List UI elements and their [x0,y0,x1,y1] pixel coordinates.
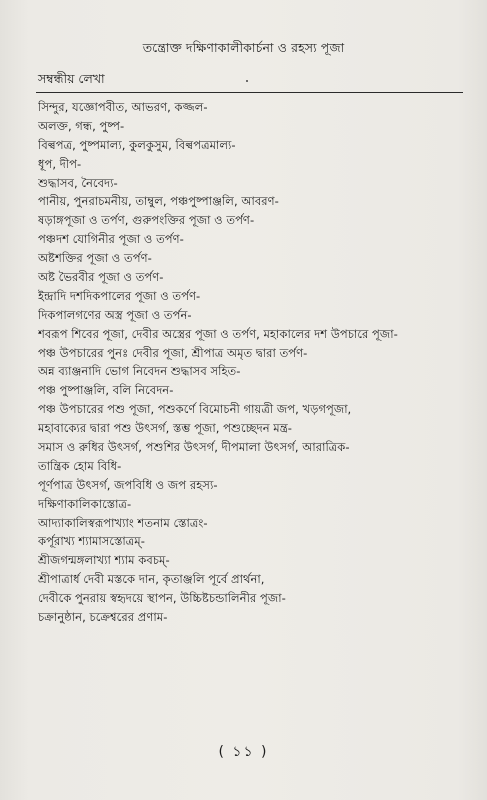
list-item: অষ্টশক্তির পূজা ও তর্পণ- [38,251,152,266]
list-item: দেবীকে পুনরায় স্বহৃদয়ে স্থাপন, উচ্চিষ্টচন্ডালিনীর পূজা- [38,591,286,606]
list-item: পানীয়, পুনরাচমনীয়, তাম্বুল, পঞ্চপুষ্পাঞ্জলি, আবরণ- [38,194,279,209]
list-item: মহাবাক্যের দ্বারা পশু উৎসর্গ, স্তম্ভ পূজা, পশুচ্ছেদন মন্ত্র- [38,421,292,436]
contents-list [38,98,468,627]
list-item: পঞ্চদশ যোগিনীর পূজা ও তর্পণ- [38,232,184,247]
list-item: বিল্বপত্র, পুষ্পমাল্য, কুলকুসুম, বিল্বপত্রমাল্য- [38,137,236,152]
list-item: দক্ষিণাকালিকাস্তোত্র- [38,496,132,511]
list-item: ধূপ, দীপ- [38,156,82,171]
list-item: অন্ন ব্যাঞ্জনাদি ভোগ নিবেদন শুদ্ধাসব সহিত- [38,364,241,379]
list-item: আদ্যাকালিস্বরূপাখ্যাং শতনাম স্তোত্রং- [38,515,208,530]
list-item: শ্রীজগন্মঙ্গলাখ্যা শ্যাম কবচম্- [38,553,170,568]
running-title: তন্ত্রোক্ত দক্ষিণাকালীকার্চনা ও রহস্য পূজা [142,40,345,55]
list-item: পঞ্চ উপচারের পুনঃ দেবীর পূজা, শ্রীপাত্র অমৃত দ্বারা তর্পণ- [38,345,308,360]
section-label: সম্বন্ধীয় লেখা [38,71,105,86]
list-item: শ্রীপাত্রার্ধ দেবী মস্তকে দান, কৃতাঞ্জলি পূর্বে প্রার্থনা, [38,572,265,587]
list-item: ইন্দ্রাদি দশদিকপালের পূজা ও তর্পণ- [38,288,201,303]
list-item: শুদ্ধাসব, নৈবেদ্য- [38,175,118,190]
list-item: ষড়াঙ্গপূজা ও তর্পণ, গুরুপংক্তির পূজা ও তর্পণ- [38,213,255,228]
list-item: কর্পূরাখ্য শ্যামাসস্তোত্রম্- [38,534,145,549]
list-item: অলক্ত, গন্ধ, পুষ্প- [38,118,125,133]
list-item: অষ্ট ভৈরবীর পূজা ও তর্পণ- [38,270,164,285]
list-item: শবরূপ শিবের পূজা, দেবীর অস্ত্রের পূজা ও তর্পণ, মহাকালের দশ উপচারে পূজা- [38,326,398,341]
page-number: ( ১১ ) [218,744,269,760]
list-item: পঞ্চ উপচারের পশু পূজা, পশুকর্ণে বিমোচনী গায়ত্রী জপ, খড়গপূজা, [38,402,352,417]
list-item: সমাস ও রুধির উৎসর্গ, পশুশির উৎসর্গ, দীপমালা উৎসর্গ, আরাত্রিক- [38,440,350,455]
list-item: তান্ত্রিক হোম বিধি- [38,458,122,473]
header-rule [36,92,463,93]
list-item: পঞ্চ পুষ্পাঞ্জলি, বলি নিবেদন- [38,383,174,398]
ink-dot [246,80,248,82]
list-item: চক্রানুষ্ঠান, চক্রেশ্বরের প্রণাম- [38,610,168,625]
list-item: দিকপালগণের অস্ত্র পূজা ও তর্পন- [38,307,192,322]
list-item: সিন্দুর, যজ্ঞোপবীত, আভরণ, কজ্জল- [38,100,208,114]
list-item: পূর্ণপাত্র উৎসর্গ, জপবিধি ও জপ রহস্য- [38,477,218,492]
